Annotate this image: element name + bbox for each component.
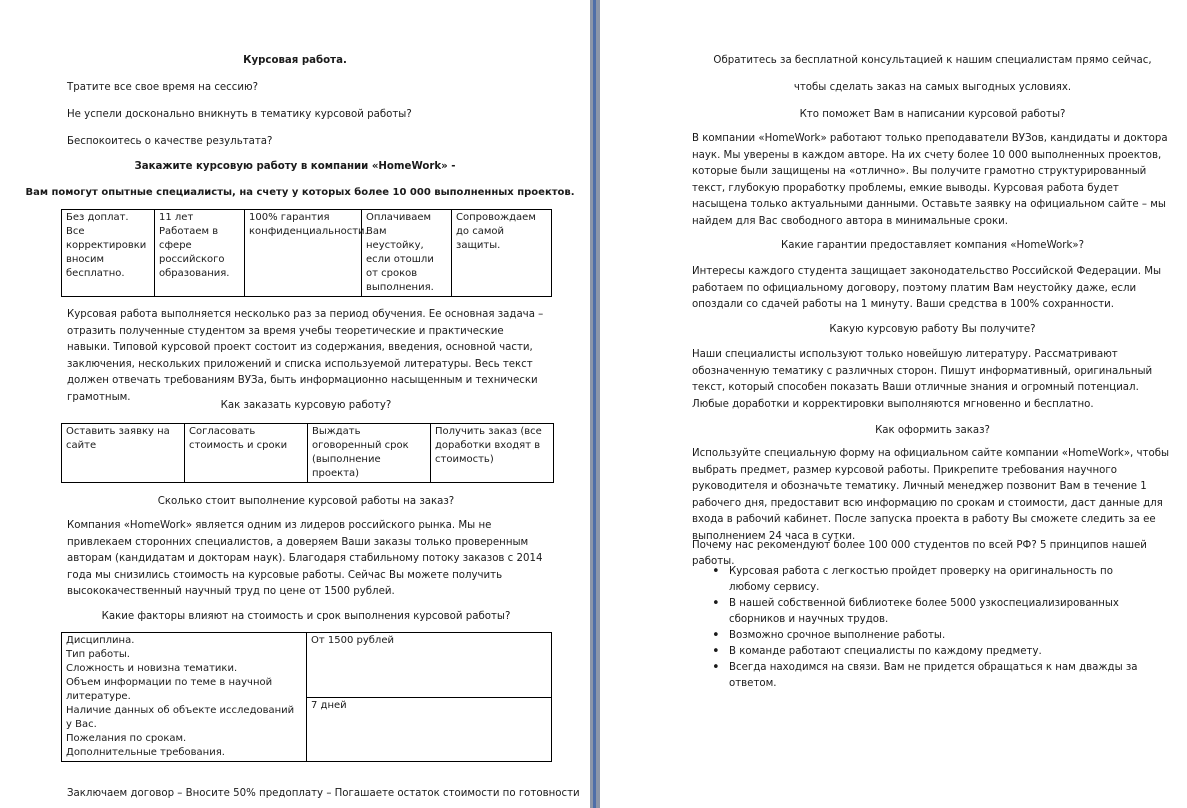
factor-item: Объем информации по теме в научной литературе.: [66, 677, 273, 702]
intro-line-2: Не успели досконально вникнуть в тематику курсовой работы?: [67, 109, 412, 120]
answer-how-to-order: Используйте специальную форму на официальном сайте компании «HomeWork», чтобы выбрать предмет, размер курсовой работы. Прикрепите требования научного руководителя и обозначьте тематику. Личный менеджер позвонит Вам в течение 1 рабочего дня, предоставит всю информацию по срокам и стоимости, даст данные для входа в рабочий кабинет. После запуска проекта в работу Вы сможете следить за ее выполнением 24 часа в сутки.: [692, 448, 1170, 542]
intro-line-3: Беспокоитесь о качестве результата?: [67, 136, 273, 147]
heading-guarantees: Какие гарантии предоставляет компания «HomeWork»?: [780, 240, 1085, 251]
list-item: • В команде работают специалисты по каждому предмету.: [709, 644, 1149, 660]
factors-cell: [62, 633, 307, 762]
list-item: • В нашей собственной библиотеке более 5000 узкоспециализированных сборников и научных трудов.: [709, 596, 1149, 628]
price-cell: От 1500 рублей: [307, 633, 552, 698]
cta-line-1: Обратитесь за бесплатной консультацией к нашим специалистам прямо сейчас,: [713, 55, 1152, 66]
headline-1: Закажите курсовую работу в компании «HomeWork» -: [134, 161, 456, 172]
heading-what-you-get: Какую курсовую работу Вы получите?: [829, 324, 1036, 335]
principles-list: [709, 564, 1149, 692]
benefit-cell: 100% гарантия конфиденциальности.: [245, 210, 362, 297]
answer-what-you-get: Наши специалисты используют только новейшую литературу. Рассматривают обозначенную тематику с различных сторон. Пишут информативный, оригинальный текст, который способен показать Ваши отличные знания и огромный потенциал. Любые доработки и корректировки выполняются мгновенно и бесплатно.: [692, 349, 1153, 410]
heading-cost: Сколько стоит выполнение курсовой работы на заказ?: [157, 496, 455, 507]
cta-line-2: чтобы сделать заказ на самых выгодных условиях.: [793, 82, 1072, 93]
list-item: • Возможно срочное выполнение работы.: [709, 628, 1149, 644]
factors-table: [61, 632, 552, 762]
list-item: • Всегда находимся на связи. Вам не придется обращаться к нам дважды за ответом.: [709, 660, 1149, 692]
heading-factors: Какие факторы влияют на стоимость и срок выполнения курсовой работы?: [101, 611, 511, 622]
heading-how-to-order: Как заказать курсовую работу?: [220, 400, 392, 411]
heading-how-to-order-right: Как оформить заказ?: [875, 425, 990, 436]
benefit-cell: 11 лет Работаем в сфере российского образования.: [155, 210, 245, 297]
steps-table: [61, 423, 554, 483]
headline-2: Вам помогут опытные специалисты, на счету у которых более 10 000 выполненных проектов.: [25, 187, 575, 198]
paragraph-company: Компания «HomeWork» является одним из лидеров российского рынка. Мы не привлекаем сторонних специалистов, а доверяем Ваши заказы только проверенным авторам (кандидатам и докторам наук). Благодаря стабильному потоку заказов с 2014 года мы снизились стоимость на курсовые работы. Сейчас Вы можете получить высококачественный научный труд по цене от 1500 рублей.: [67, 520, 543, 597]
benefit-cell: Без доплат. Все корректировки вносим бесплатно.: [62, 210, 155, 297]
term-cell: 7 дней: [307, 698, 552, 762]
step-cell: Оставить заявку на сайте: [62, 424, 185, 483]
list-item: • Курсовая работа с легкостью пройдет проверку на оригинальность по любому сервису.: [709, 564, 1149, 596]
page-separator: [590, 0, 600, 808]
step-cell: Получить заказ (все доработки входят в стоимость): [431, 424, 554, 483]
answer-who-helps: В компании «HomeWork» работают только преподаватели ВУЗов, кандидаты и доктора наук. Мы уверены в каждом авторе. На их счету более 10 000 выполненных проектов, которые были защищены на «отлично». Вы получите грамотно структурированный текст, глубокую проработку проблемы, емкие выводы. Курсовая работа будет насыщена только актуальными данными. Оставьте заявку на официальном сайте – мы найдем для Вас свободного автора в минимальные сроки.: [692, 133, 1168, 227]
document-page-left: [0, 0, 590, 808]
paragraph-coursework: Курсовая работа выполняется несколько раз за период обучения. Ее основная задача – отразить полученные студентом за время учебы теоретические и практические навыки. Типовой курсовой проект состоит из содержания, введения, основной части, заключения, нескольких приложений и списка используемой литературы. Весь текст должен отвечать требованиям ВУЗа, быть информационно насыщенным и технически грамотным.: [67, 309, 544, 403]
heading-who-helps: Кто поможет Вам в написании курсовой работы?: [799, 109, 1066, 120]
step-cell: Согласовать стоимость и сроки: [185, 424, 308, 483]
benefit-cell: Оплачиваем Вам неустойку, если отошли от сроков выполнения.: [362, 210, 452, 297]
doc-title: Курсовая работа.: [243, 55, 347, 66]
footer-line: Заключаем договор – Вносите 50% предоплату – Погашаете остаток стоимости по готовности: [67, 788, 580, 799]
answer-guarantees: Интересы каждого студента защищает законодательство Российской Федерации. Мы работаем по официальному договору, поэтому платим Вам неустойку даже, если опоздали со сдачей работы на 1 минуту. Ваши средства в 100% сохранности.: [692, 266, 1162, 310]
principles-intro: Почему нас рекомендуют более 100 000 студентов по всей РФ? 5 принципов нашей работы.: [692, 540, 1147, 567]
benefits-table: [61, 209, 552, 297]
factor-item: Пожелания по срокам.: [66, 733, 187, 744]
factor-item: Наличие данных об объекте исследований у Вас.: [66, 705, 295, 730]
step-cell: Выждать оговоренный срок (выполнение проекта): [308, 424, 431, 483]
factor-item: Тип работы.: [66, 649, 130, 660]
benefit-cell: Сопровождаем до самой защиты.: [452, 210, 552, 297]
factor-item: Дисциплина.: [66, 635, 135, 646]
intro-line-1: Тратите все свое время на сессию?: [67, 82, 258, 93]
factor-item: Сложность и новизна тематики.: [66, 663, 238, 674]
factor-item: Дополнительные требования.: [66, 747, 225, 758]
document-page-right: [600, 0, 1187, 808]
